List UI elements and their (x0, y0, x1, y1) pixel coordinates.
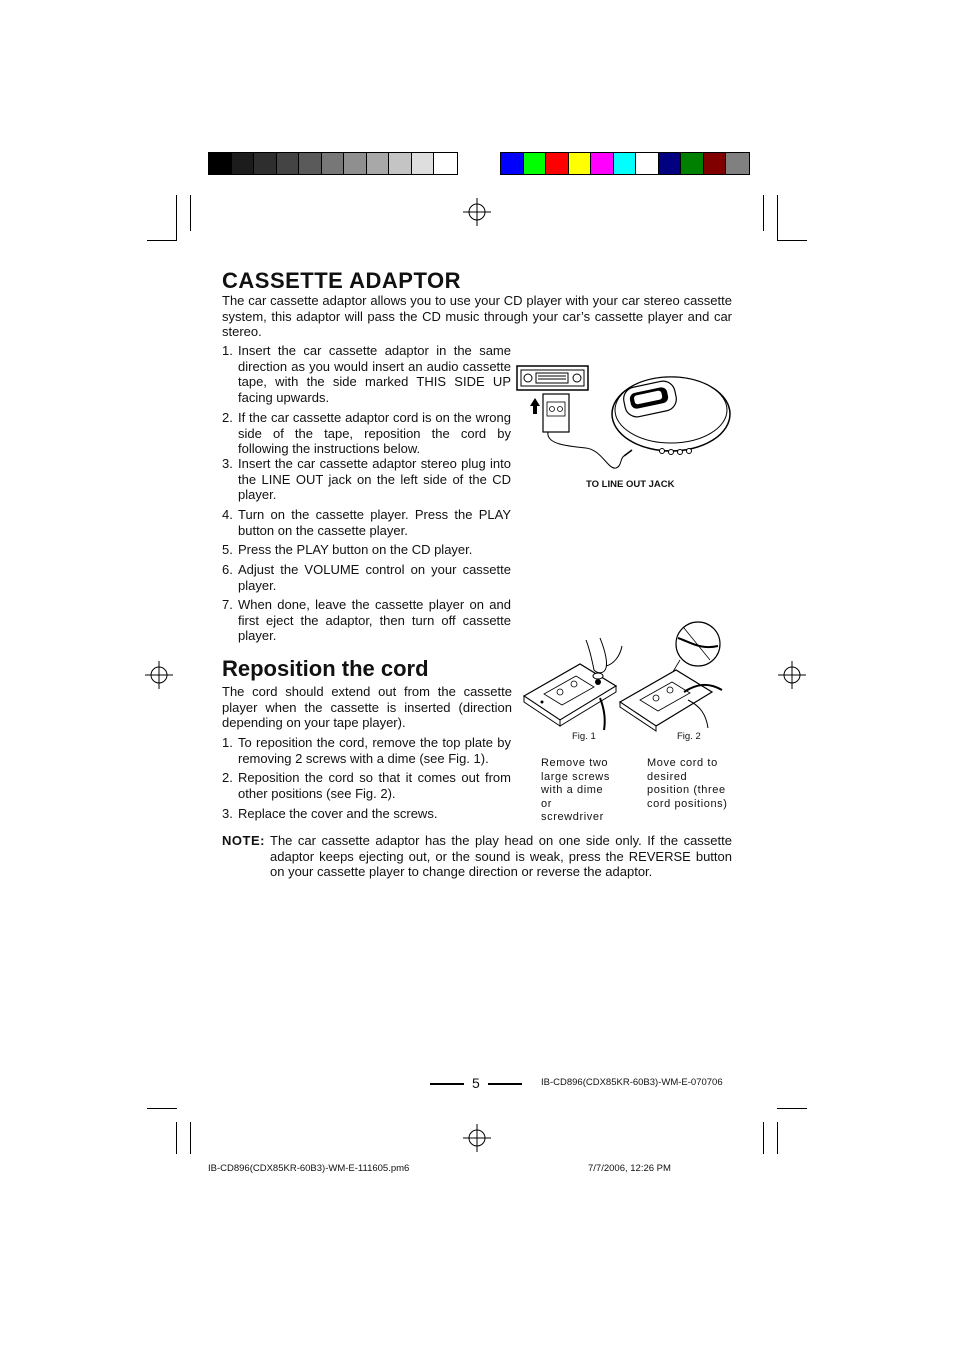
crop-mark (176, 1122, 177, 1154)
list-number: 1. (222, 343, 233, 358)
color-swatch (367, 153, 390, 174)
list-text: Turn on the cassette player. Press the PLAY button on the cassette player. (238, 507, 511, 538)
cassette-intro: The car cassette adaptor allows you to use your CD player with your car stereo cassette system, this adaptor will pass the CD music through your car’s cassette player and car stereo. (222, 293, 732, 339)
color-swatch (591, 153, 614, 174)
color-swatch (614, 153, 637, 174)
crop-mark (763, 195, 764, 231)
color-calibration-bar (500, 152, 750, 175)
color-swatch (254, 153, 277, 174)
crop-mark (190, 195, 191, 231)
fig1-label: Fig. 1 (572, 731, 596, 742)
list-number: 4. (222, 507, 233, 522)
color-swatch (659, 153, 682, 174)
list-text: When done, leave the cassette player on and first eject the adaptor, then turn off cassette player. (238, 597, 511, 643)
color-swatch (636, 153, 659, 174)
reposition-intro: The cord should extend out from the cassette player when the cassette is inserted (direction depending on your tape player). (222, 684, 512, 730)
grayscale-color-bar (208, 152, 458, 175)
list-text: Reposition the cord so that it comes out from other positions (see Fig. 2). (238, 770, 511, 801)
registration-mark-icon (778, 661, 806, 689)
list-number: 3. (222, 806, 233, 821)
color-swatch (569, 153, 592, 174)
crop-mark (777, 1108, 807, 1109)
list-number: 6. (222, 562, 233, 577)
crop-mark (190, 1122, 191, 1154)
color-swatch (344, 153, 367, 174)
page-number-rule (488, 1083, 522, 1085)
list-text: Press the PLAY button on the CD player. (238, 542, 473, 557)
list-number: 5. (222, 542, 233, 557)
list-text: Insert the car cassette adaptor stereo plug into the LINE OUT jack on the left side of the CD player. (238, 456, 511, 502)
color-swatch (434, 153, 457, 174)
color-swatch (704, 153, 727, 174)
list-number: 7. (222, 597, 233, 612)
color-swatch (726, 153, 749, 174)
color-swatch (232, 153, 255, 174)
list-text: To reposition the cord, remove the top plate by removing 2 screws with a dime (see Fig. 1). (238, 735, 511, 766)
crop-mark (147, 1108, 177, 1109)
note-label: NOTE: (222, 833, 265, 848)
color-swatch (501, 153, 524, 174)
color-swatch (299, 153, 322, 174)
list-text: Adjust the VOLUME control on your cassette player. (238, 562, 511, 593)
fig2-caption: Move cord to desired position (three cord positions) (647, 757, 728, 810)
crop-mark (176, 195, 177, 241)
crop-mark (763, 1122, 764, 1154)
fig2-label: Fig. 2 (677, 731, 701, 742)
list-text: If the car cassette adaptor cord is on the wrong side of the tape, reposition the cord by following the instructions below. (238, 410, 511, 456)
figure-label-line-out: TO LINE OUT JACK (586, 479, 675, 490)
color-swatch (412, 153, 435, 174)
file-name: IB-CD896(CDX85KR-60B3)-WM-E-111605.pm6 (208, 1163, 410, 1174)
registration-mark-icon (463, 198, 491, 226)
color-swatch (277, 153, 300, 174)
color-swatch (681, 153, 704, 174)
cassette-adaptor-illustration (516, 362, 734, 474)
list-number: 1. (222, 735, 233, 750)
color-swatch (322, 153, 345, 174)
list-number: 2. (222, 410, 233, 425)
section-title-cassette-adaptor: CASSETTE ADAPTOR (222, 268, 462, 293)
crop-mark (147, 240, 177, 241)
crop-mark (777, 195, 778, 241)
color-swatch (524, 153, 547, 174)
color-swatch (389, 153, 412, 174)
crop-mark (777, 240, 807, 241)
page-number-rule (430, 1083, 464, 1085)
crop-mark (777, 1122, 778, 1154)
fig1-caption: Remove two large screws with a dime or screwdriver (541, 757, 610, 823)
list-number: 3. (222, 456, 233, 471)
doc-code: IB-CD896(CDX85KR-60B3)-WM-E-070706 (541, 1077, 723, 1088)
note-text: The car cassette adaptor has the play head on one side only. If the cassette adaptor keeps ejecting out, or the sound is weak, press the REVERSE button on your cassette player to change direction or reverse the adaptor. (270, 833, 732, 879)
list-text: Insert the car cassette adaptor in the same direction as you would insert an audio cassette tape, with the side marked THIS SIDE UP facing upwards. (238, 343, 511, 405)
section-title-reposition: Reposition the cord (222, 656, 429, 681)
registration-mark-icon (145, 661, 173, 689)
color-swatch (546, 153, 569, 174)
timestamp: 7/7/2006, 12:26 PM (588, 1163, 671, 1174)
list-text: Replace the cover and the screws. (238, 806, 438, 821)
page-number: 5 (472, 1075, 480, 1091)
fig2-illustration (614, 620, 728, 732)
color-swatch (209, 153, 232, 174)
registration-mark-icon (463, 1124, 491, 1152)
list-number: 2. (222, 770, 233, 785)
